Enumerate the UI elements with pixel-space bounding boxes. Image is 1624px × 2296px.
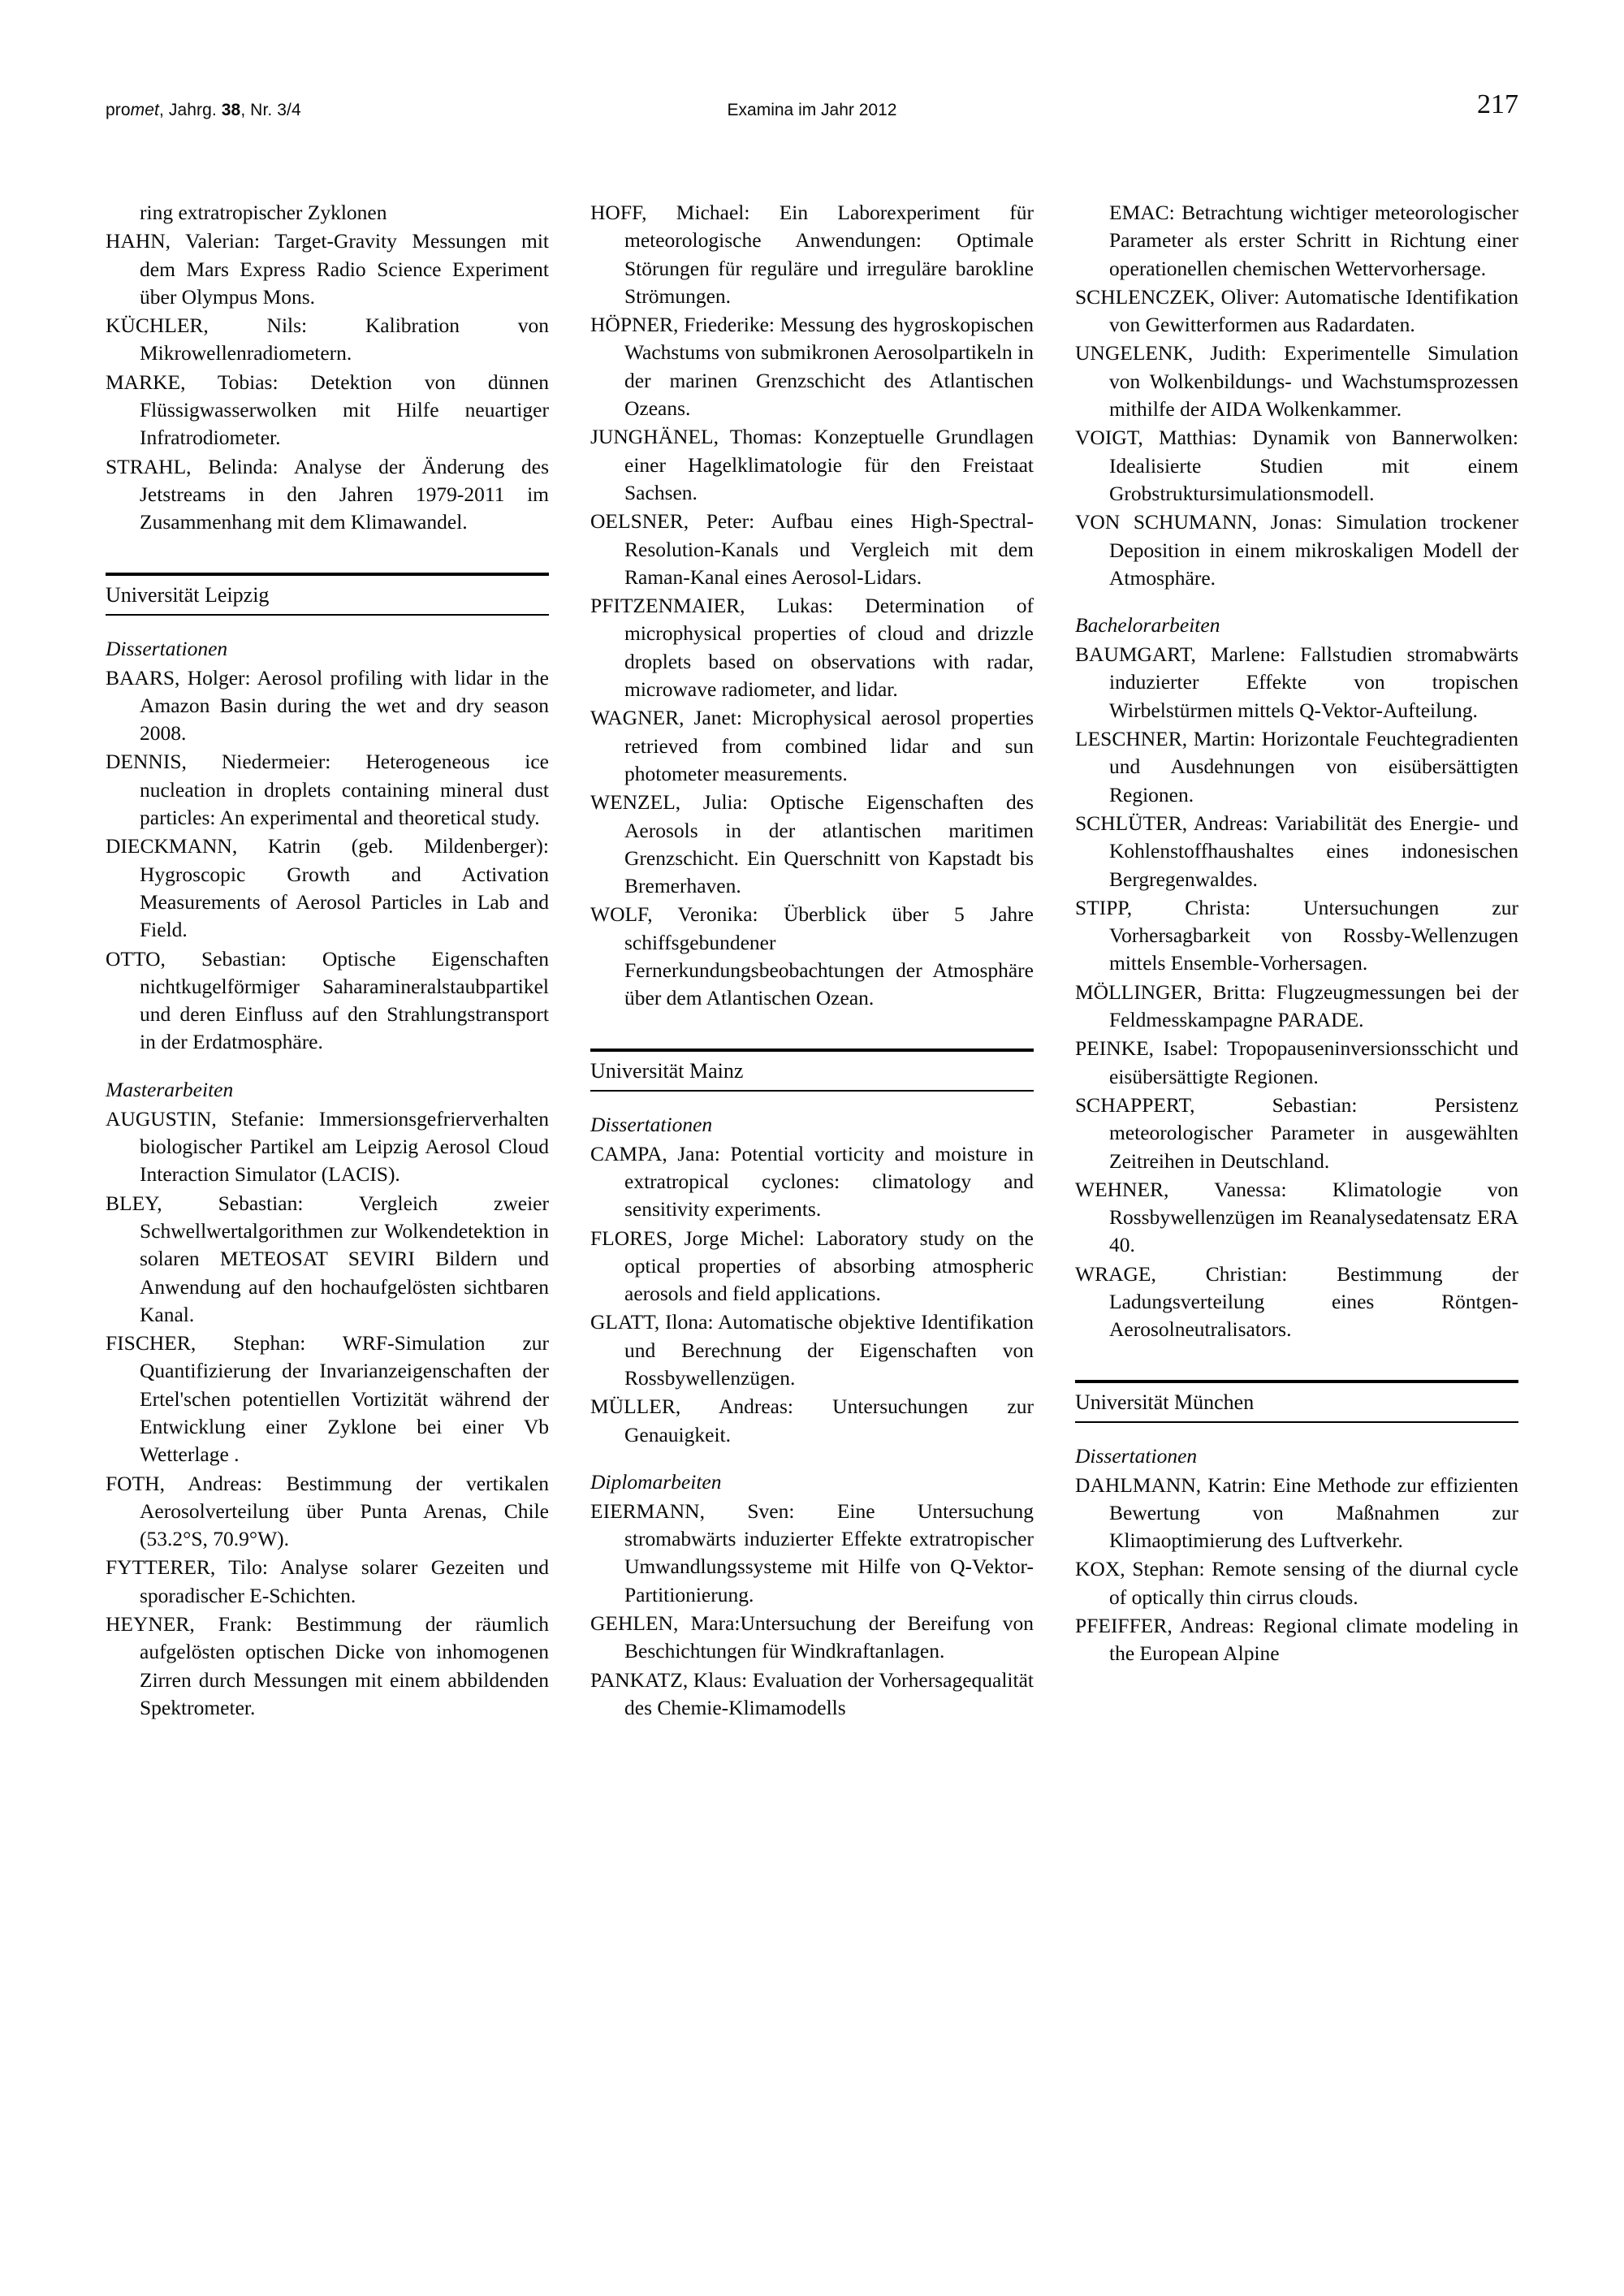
section-rule-top [590,1049,1034,1052]
page-header [106,89,1518,128]
section-rule-top [1075,1380,1518,1383]
journal-name-pre: pro [106,101,131,119]
thesis-entry: FYTTERER, Tilo: Analyse solarer Gezeiten und sporadischer E-Schichten. [106,1555,549,1607]
thesis-entry: WAGNER, Janet: Microphysical aerosol properties retrieved from combined lidar and sun photometer measurements. [590,706,1034,785]
column-container [106,199,1518,1722]
journal-name-italic: met [130,101,159,119]
thesis-entry: DAHLMANN, Katrin: Eine Methode zur effizienten Bewertung von Maßnahmen zur Klimaoptimierung des Luftverkehr. [1075,1472,1518,1553]
degree-category-heading: Dissertationen [590,1112,713,1136]
thesis-entry: SCHAPPERT, Sebastian: Persistenz meteorologischer Parameter in ausgewählten Zeitreihen in Deutschland. [1075,1092,1518,1173]
thesis-entry: BAUMGART, Marlene: Fallstudien stromabwärts induzierter Effekte von tropischen Wirbelstürmen mittels Q-Vektor-Aufteilung. [1075,642,1518,722]
entry-continuation: EMAC: Betrachtung wichtiger meteorologischer Parameter als erster Schritt in Richtung einer operationellen chemischen Wettervorhersage. [1109,201,1518,280]
column-middle [590,199,1034,1722]
thesis-entry: WRAGE, Christian: Bestimmung der Ladungsverteilung eines Röntgen-Aerosolneutralisators. [1075,1261,1518,1342]
section-heading [106,573,549,616]
thesis-entry: JUNGHÄNEL, Thomas: Konzeptuelle Grundlagen einer Hagelklimatologie für den Freistaat Sachsen. [590,425,1034,504]
thesis-entry: WOLF, Veronika: Überblick über 5 Jahre schiffsgebundener Fernerkundungsbeobachtungen der Atmosphäre über dem Atlantischen Ozean. [590,902,1034,1010]
column-left [106,199,549,1722]
section-heading [1075,1380,1518,1423]
thesis-entry: DIECKMANN, Katrin (geb. Mildenberger): Hygroscopic Growth and Activation Measurements of Aerosol Particles in Lab and Field. [106,834,549,942]
institution-name: Universität München [1075,1390,1255,1414]
institution-name: Universität Leipzig [106,582,270,607]
thesis-entry: LESCHNER, Martin: Horizontale Feuchtegradienten und Ausdehnungen von eisübersättigten Regionen. [1075,727,1518,806]
degree-category-heading: Dissertationen [1075,1443,1198,1468]
thesis-entry: KOX, Stephan: Remote sensing of the diurnal cycle of optically thin cirrus clouds. [1075,1557,1518,1609]
thesis-entry: EIERMANN, Sven: Eine Untersuchung stromabwärts induzierter Effekte extratropischer Umwandlungssysteme mit Hilfe von Q-Vektor-Partitionierung. [590,1498,1034,1606]
thesis-entry: SCHLENCZEK, Oliver: Automatische Identifikation von Gewitterformen aus Radardaten. [1075,284,1518,337]
thesis-entry: CAMPA, Jana: Potential vorticity and moisture in extratropical cyclones: climatology and sensitivity experiments. [590,1141,1034,1222]
thesis-entry: KÜCHLER, Nils: Kalibration von Mikrowellenradiometern. [106,313,549,365]
section-rule-bottom [1075,1421,1518,1423]
thesis-entry: MÜLLER, Andreas: Untersuchungen zur Genauigkeit. [590,1394,1034,1446]
journal-volume-pre: , Jahrg. [158,101,222,119]
thesis-entry: SCHLÜTER, Andreas: Variabilität des Energie- und Kohlenstoffhaushaltes eines indonesischen Bergregenwaldes. [1075,811,1518,891]
degree-category-heading: Masterarbeiten [106,1077,234,1101]
section-rule-bottom [590,1090,1034,1092]
journal-issue: , Nr. 3/4 [240,101,301,119]
section-rule-bottom [106,614,549,616]
thesis-entry: HEYNER, Frank: Bestimmung der räumlich aufgelösten optischen Dicke von inhomogenen Zirren durch Messungen mit einem abbildenden Spektrometer. [106,1612,549,1719]
thesis-entry: MARKE, Tobias: Detektion von dünnen Flüssigwasserwolken mit Hilfe neuartiger Infratrodiometer. [106,370,549,450]
thesis-entry: GLATT, Ilona: Automatische objektive Identifikation und Berechnung der Eigenschaften von Rossbywellenzügen. [590,1310,1034,1390]
thesis-entry: STIPP, Christa: Untersuchungen zur Vorhersagbarkeit von Rossby-Wellenzugen mittels Ensemble-Vorhersagen. [1075,895,1518,975]
thesis-entry: GEHLEN, Mara:Untersuchung der Bereifung von Beschichtungen für Windkraftanlagen. [590,1611,1034,1663]
thesis-entry: WENZEL, Julia: Optische Eigenschaften des Aerosols in der atlantischen maritimen Grenzschicht. Ein Querschnitt von Kapstadt bis Bremerhaven. [590,790,1034,898]
thesis-entry: OTTO, Sebastian: Optische Eigenschaften nichtkugelförmiger Saharamineralstaubpartikel und deren Einfluss auf den Strahlungstransport in der Erdatmosphäre. [106,946,549,1054]
thesis-entry: MÖLLINGER, Britta: Flugzeugmessungen bei der Feldmesskampagne PARADE. [1075,979,1518,1032]
thesis-entry: FISCHER, Stephan: WRF-Simulation zur Quantifizierung der Invarianzeigenschaften der Ertel'schen potentiellen Vortizität während der Entwicklung einer Zyklone bei einer Vb Wetterlage . [106,1331,549,1467]
thesis-entry: PFEIFFER, Andreas: Regional climate modeling in the European Alpine [1075,1614,1518,1666]
thesis-entry: VON SCHUMANN, Jonas: Simulation trockener Deposition in einem mikroskaligen Modell der Atmosphäre. [1075,510,1518,590]
section-heading [590,1049,1034,1092]
thesis-entry: UNGELENK, Judith: Experimentelle Simulation von Wolkenbildungs- und Wachstumsprozessen mithilfe der AIDA Wolkenkammer. [1075,341,1518,422]
journal-volume: 38 [221,101,241,119]
thesis-entry: HÖPNER, Friederike: Messung des hygroskopischen Wachstums von submikronen Aerosolpartikeln in der marinen Grenzschicht des Atlantischen Ozeans. [590,313,1034,421]
thesis-entry: HOFF, Michael: Ein Laborexperiment für meteorologische Anwendungen: Optimale Störungen für reguläre und irreguläre barokline Strömungen. [590,201,1034,308]
thesis-entry: VOIGT, Matthias: Dynamik von Bannerwolken: Idealisierte Studien mit einem Grobstruktursimulationsmodell. [1075,426,1518,505]
running-title: Examina im Jahr 2012 [727,101,897,119]
institution-name: Universität Mainz [590,1058,744,1083]
degree-category-heading: Bachelorarbeiten [1075,613,1220,638]
thesis-entry: PFITZENMAIER, Lukas: Determination of microphysical properties of cloud and drizzle droplets based on observations with radar, microwave radiometer, and lidar. [590,594,1034,702]
thesis-entry: DENNIS, Niedermeier: Heterogeneous ice nucleation in droplets containing mineral dust particles: An experimental and theoretical study. [106,750,549,830]
thesis-entry: FOTH, Andreas: Bestimmung der vertikalen Aerosolverteilung über Punta Arenas, Chile (53.2°S, 70.9°W). [106,1471,549,1551]
thesis-entry: HAHN, Valerian: Target-Gravity Messungen mit dem Mars Express Radio Science Experiment über Olympus Mons. [106,229,549,309]
thesis-entry: OELSNER, Peter: Aufbau eines High-Spectral-Resolution-Kanals und Vergleich mit dem Raman-Kanal eines Aerosol-Lidars. [590,509,1034,589]
thesis-entry: AUGUSTIN, Stefanie: Immersionsgefrierverhalten biologischer Partikel am Leipzig Aerosol Cloud Interaction Simulator (LACIS). [106,1106,549,1187]
entry-continuation: ring extratropischer Zyklonen [140,201,387,224]
thesis-entry: BAARS, Holger: Aerosol profiling with lidar in the Amazon Basin during the wet and dry season 2008. [106,665,549,746]
degree-category-heading: Diplomarbeiten [590,1469,722,1494]
thesis-entry: STRAHL, Belinda: Analyse der Änderung des Jetstreams in den Jahren 1979-2011 im Zusammenhang mit dem Klimawandel. [106,454,549,534]
thesis-entry: PANKATZ, Klaus: Evaluation der Vorhersagequalität des Chemie-Klimamodells [590,1667,1034,1719]
degree-category-heading: Dissertationen [106,636,228,660]
page-number: 217 [1477,89,1518,119]
thesis-entry: PEINKE, Isabel: Tropopauseninversionsschicht und eisübersättigte Regionen. [1075,1036,1518,1088]
thesis-entry: BLEY, Sebastian: Vergleich zweier Schwellwertalgorithmen zur Wolkendetektion in solaren METEOSAT SEVIRI Bildern und Anwendung auf den hochaufgelösten sichtbaren Kanal. [106,1191,549,1326]
thesis-entry: FLORES, Jorge Michel: Laboratory study on the optical properties of absorbing atmospheric aerosols and field applications. [590,1226,1034,1306]
thesis-entry: WEHNER, Vanessa: Klimatologie von Rossbywellenzügen im Reanalysedatensatz ERA 40. [1075,1177,1518,1257]
column-right [1075,199,1518,1722]
section-rule-top [106,573,549,576]
